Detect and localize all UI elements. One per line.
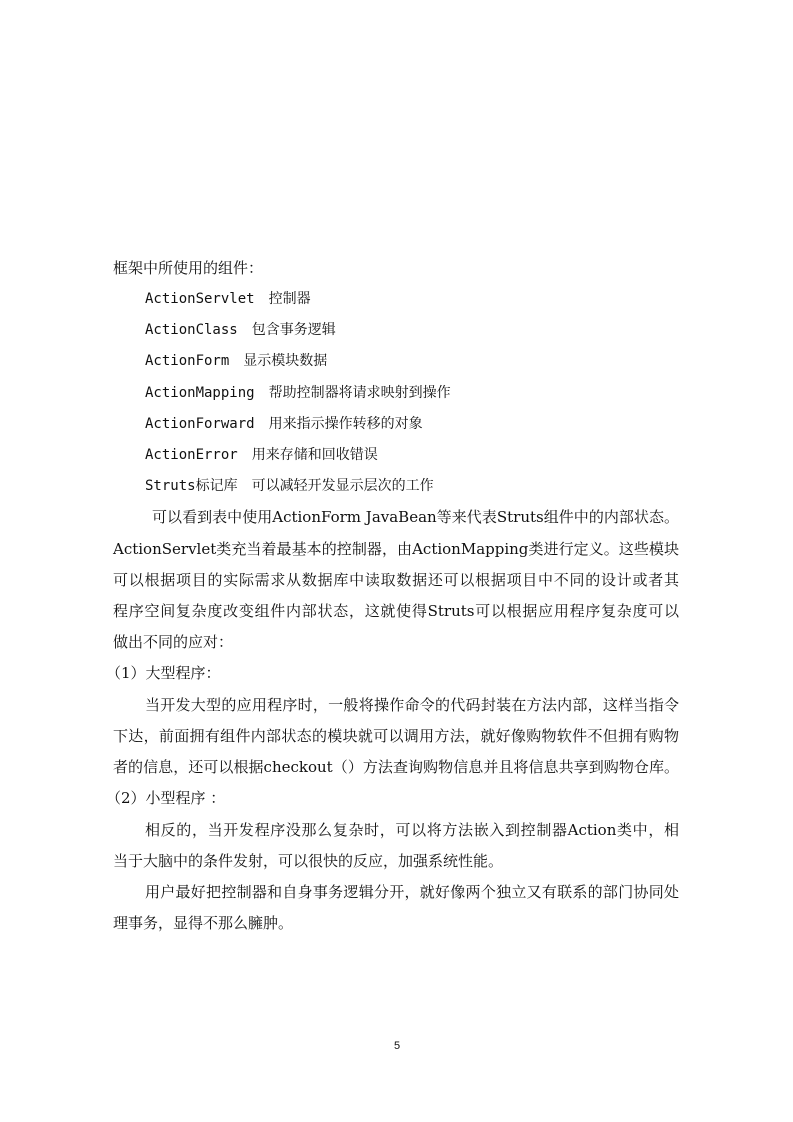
component-item: ActionForm 显示模块数据 [145,353,328,369]
paragraph-line: 程序空间复杂度改变组件内部状态，这就使得Struts可以根据应用程序复杂度可以 [113,602,679,620]
component-item: ActionClass 包含事务逻辑 [145,322,336,338]
paragraph-line: 当开发大型的应用程序时，一般将操作命令的代码封装在方法内部，这样当指令 [145,696,679,714]
paragraph-line: 下达，前面拥有组件内部状态的模块就可以调用方法，就好像购物软件不但拥有购物 [113,727,679,745]
component-item: ActionMapping 帮助控制器将请求映射到操作 [145,385,451,401]
section-heading-large: （1）大型程序： [106,664,221,682]
paragraph-line: 当于大脑中的条件发射，可以很快的反应，加强系统性能。 [113,852,504,870]
component-item: Struts标记库 可以减轻开发显示层次的工作 [145,478,434,494]
paragraph-line: ActionServlet类充当着最基本的控制器，由ActionMapping类进行定义。这些模块 [113,540,679,558]
page-number: 5 [393,1040,401,1052]
intro-line: 框架中所使用的组件： [113,259,264,277]
paragraph-line: 可以根据项目的实际需求从数据库中读取数据还可以根据项目中不同的设计或者其 [113,571,679,589]
paragraph-line: 做出不同的应对： [113,633,234,651]
paragraph-line: 理事务，显得不那么臃肿。 [113,914,294,932]
paragraph-line: 可以看到表中使用ActionForm JavaBean等来代表Struts组件中的内部状态。 [152,508,679,526]
component-item: ActionError 用来存储和回收错误 [145,447,378,463]
component-item: ActionServlet 控制器 [145,291,311,307]
paragraph-line: 用户最好把控制器和自身事务逻辑分开，就好像两个独立又有联系的部门协同处 [145,883,679,901]
component-item: ActionForward 用来指示操作转移的对象 [145,416,423,432]
paragraph-line: 者的信息，还可以根据checkout（）方法查询购物信息并且将信息共享到购物仓库。 [113,758,679,776]
section-heading-small: （2）小型程序 ： [106,789,226,807]
paragraph-line: 相反的，当开发程序没那么复杂时，可以将方法嵌入到控制器Action类中，相 [145,821,679,839]
